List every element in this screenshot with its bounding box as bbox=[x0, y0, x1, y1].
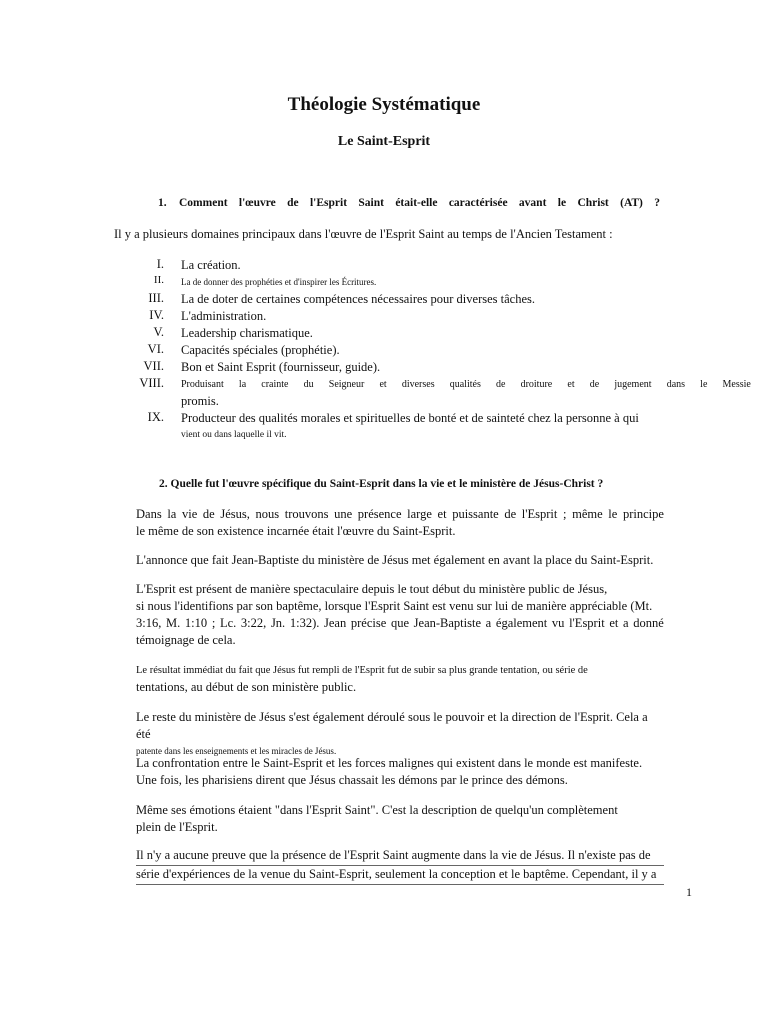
intro-paragraph: Il y a plusieurs domaines principaux dans l'œuvre de l'Esprit Saint au temps de l'Ancien Testament : bbox=[114, 227, 613, 241]
list-item-word: le bbox=[700, 379, 708, 390]
list-item bbox=[136, 376, 756, 410]
justified-word: 1:32). bbox=[289, 616, 320, 630]
list-item-text: L'administration. bbox=[181, 309, 267, 323]
justified-word: Lc. bbox=[219, 616, 237, 630]
justified-word: une bbox=[334, 507, 353, 521]
list-item-word: diverses bbox=[401, 379, 435, 390]
list-item-number: VI. bbox=[147, 342, 164, 356]
paragraph-line: Même ses émotions étaient "dans l'Esprit Saint". C'est la description de quelqu'un complètement bbox=[136, 803, 618, 817]
justified-line bbox=[181, 376, 751, 393]
roman-list bbox=[136, 257, 756, 444]
paragraph-line: Une fois, les pharisiens dirent que Jésus chassait les démons par le prince des démons. bbox=[136, 773, 568, 787]
list-item-number: III. bbox=[148, 291, 164, 305]
justified-word: Jean-Baptiste bbox=[413, 616, 482, 630]
paragraph-line: Le reste du ministère de Jésus s'est également déroulé sous le pouvoir et la direction de l'Esprit. Cela a été bbox=[136, 710, 648, 741]
list-item-number: IV. bbox=[149, 308, 164, 322]
list-item-text: La de doter de certaines compétences nécessaires pour diverses tâches. bbox=[181, 292, 536, 306]
list-item-word: la bbox=[238, 379, 247, 390]
list-item-number: I. bbox=[156, 257, 164, 271]
list-item-word: Seigneur bbox=[328, 379, 365, 390]
list-item bbox=[136, 257, 756, 274]
paragraph-line: Il n'y a aucune preuve que la présence de l'Esprit Saint augmente dans la vie de Jésus. Il n'existe pas de bbox=[136, 847, 664, 866]
question-1-word: (AT) bbox=[620, 197, 643, 209]
justified-word: de bbox=[202, 507, 215, 521]
question-1-word: Christ bbox=[577, 197, 609, 209]
list-item-word: Produisant bbox=[181, 379, 224, 390]
page-number: 1 bbox=[686, 885, 692, 899]
list-item-continuation: promis. bbox=[181, 394, 219, 408]
justified-word: la bbox=[167, 507, 177, 521]
justified-word: principe bbox=[622, 507, 664, 521]
paragraph-line bbox=[136, 615, 664, 632]
list-item-word: Messie bbox=[722, 379, 751, 390]
paragraph-6 bbox=[136, 755, 664, 789]
list-item-continuation: vient ou dans laquelle il vit. bbox=[181, 430, 287, 440]
list-item-text: La de donner des prophéties et d'inspirer les Écritures. bbox=[181, 277, 377, 287]
paragraph-1 bbox=[136, 506, 664, 540]
justified-word: même bbox=[572, 507, 603, 521]
paragraph-line: La confrontation entre le Saint-Esprit et les forces malignes qui existent dans le monde est manifeste. bbox=[136, 756, 643, 770]
justified-word: vu bbox=[551, 616, 565, 630]
paragraph-5 bbox=[136, 709, 664, 760]
list-item-word: qualités bbox=[449, 379, 481, 390]
list-item bbox=[136, 342, 756, 359]
question-1-word: l'Esprit bbox=[309, 197, 348, 209]
list-item-text: Capacités spéciales (prophétie). bbox=[181, 343, 340, 357]
justified-word: ; bbox=[211, 616, 216, 630]
justified-word: Jésus, bbox=[220, 507, 250, 521]
justified-word: et bbox=[609, 616, 619, 630]
paragraph-7 bbox=[136, 802, 664, 836]
list-item bbox=[136, 274, 756, 291]
paragraph-2: L'annonce que fait Jean-Baptiste du ministère de Jésus met également en avant la place du Saint-Esprit. bbox=[136, 553, 654, 567]
paragraph-line: le même de son existence incarnée était l'œuvre du Saint-Esprit. bbox=[136, 524, 456, 538]
question-1-word: de bbox=[287, 197, 299, 209]
question-1-word: ? bbox=[654, 197, 660, 209]
justified-word: 3:16, bbox=[136, 616, 162, 630]
justified-word: et bbox=[437, 507, 447, 521]
list-item-word: et bbox=[379, 379, 387, 390]
list-item-word: jugement bbox=[614, 379, 652, 390]
question-1-word: l'œuvre bbox=[238, 197, 276, 209]
question-1-word: Comment bbox=[179, 197, 228, 209]
question-1-word: Saint bbox=[358, 197, 384, 209]
question-1-word: caractérisée bbox=[448, 197, 508, 209]
justified-word: présence bbox=[357, 507, 402, 521]
list-item-number: II. bbox=[153, 274, 164, 286]
question-1-number: 1. bbox=[158, 197, 167, 209]
justified-word: trouvons bbox=[284, 507, 329, 521]
list-item-word: de bbox=[495, 379, 506, 390]
list-item-word: droiture bbox=[520, 379, 553, 390]
justified-word: M. bbox=[166, 616, 181, 630]
list-item-number: VIII. bbox=[139, 376, 164, 390]
justified-word: donné bbox=[633, 616, 664, 630]
justified-word: vie bbox=[181, 507, 198, 521]
paragraph-3 bbox=[136, 581, 664, 649]
question-2-heading: 2. Quelle fut l'œuvre spécifique du Saint-Esprit dans la vie et le ministère de Jésus-Christ ? bbox=[159, 478, 604, 490]
justified-word: 1:10 bbox=[184, 616, 208, 630]
justified-word: nous bbox=[255, 507, 280, 521]
list-item-word: dans bbox=[666, 379, 686, 390]
paragraph-line: plein de l'Esprit. bbox=[136, 820, 218, 834]
list-item-text: La création. bbox=[181, 258, 241, 272]
justified-word: 3:22, bbox=[240, 616, 267, 630]
list-item bbox=[136, 291, 756, 308]
justified-word: Dans bbox=[136, 507, 162, 521]
justified-word: également bbox=[495, 616, 548, 630]
list-item-text: Leadership charismatique. bbox=[181, 326, 313, 340]
page-subtitle: Le Saint-Esprit bbox=[337, 134, 431, 149]
list-item bbox=[136, 410, 756, 444]
list-item-word: et bbox=[567, 379, 575, 390]
justified-word: l'Esprit bbox=[569, 616, 605, 630]
justified-word: a bbox=[485, 616, 492, 630]
list-item-text bbox=[181, 376, 756, 410]
list-item-number: VII. bbox=[143, 359, 164, 373]
list-item-number: V. bbox=[153, 325, 164, 339]
justified-word: le bbox=[608, 507, 618, 521]
list-item bbox=[136, 359, 756, 376]
justified-word: que bbox=[390, 616, 410, 630]
question-1-word: était-elle bbox=[395, 197, 438, 209]
paragraph-line bbox=[136, 506, 664, 523]
list-item bbox=[136, 308, 756, 325]
justified-word: large bbox=[407, 507, 432, 521]
list-item-text: Producteur des qualités morales et spirituelles de bonté et de sainteté chez la personne à qui bbox=[181, 411, 639, 425]
question-1-word: le bbox=[557, 197, 567, 209]
list-item-word: du bbox=[303, 379, 314, 390]
justified-word: puissante bbox=[452, 507, 499, 521]
justified-word: a bbox=[623, 616, 629, 630]
justified-word: Jean bbox=[324, 616, 347, 630]
list-item-word: de bbox=[589, 379, 600, 390]
justified-word: Jn. bbox=[270, 616, 286, 630]
list-item-text: Bon et Saint Esprit (fournisseur, guide). bbox=[181, 360, 381, 374]
list-item-word: crainte bbox=[261, 379, 289, 390]
question-1-text bbox=[179, 197, 660, 209]
paragraph-line: si nous l'identifions par son baptême, lorsque l'Esprit Saint est venu sur lui de manière appréciable (Mt. bbox=[136, 599, 653, 613]
justified-word: ; bbox=[563, 507, 567, 521]
question-1-word: avant bbox=[518, 197, 547, 209]
page-title: Théologie Systématique bbox=[287, 94, 481, 115]
paragraph-line: série d'expériences de la venue du Saint-Esprit, seulement la conception et le baptême. Cependant, il y a bbox=[136, 866, 664, 885]
justified-word: de bbox=[504, 507, 517, 521]
paragraph-line: Le résultat immédiat du fait que Jésus fut rempli de l'Esprit fut de subir sa plus grande tentation, ou série de bbox=[136, 665, 588, 676]
justified-word: l'Esprit bbox=[521, 507, 558, 521]
paragraph-line: L'Esprit est présent de manière spectaculaire depuis le tout début du ministère public de Jésus, bbox=[136, 582, 608, 596]
list-item-number: IX. bbox=[147, 410, 164, 424]
paragraph-line: témoignage de cela. bbox=[136, 633, 236, 647]
paragraph-line: tentations, au début de son ministère public. bbox=[136, 680, 357, 694]
justified-word: précise bbox=[350, 616, 387, 630]
paragraph-8 bbox=[136, 847, 664, 885]
paragraph-line: patente dans les enseignements et les miracles de Jésus. bbox=[136, 746, 337, 756]
paragraph-4 bbox=[136, 662, 664, 696]
list-item bbox=[136, 325, 756, 342]
